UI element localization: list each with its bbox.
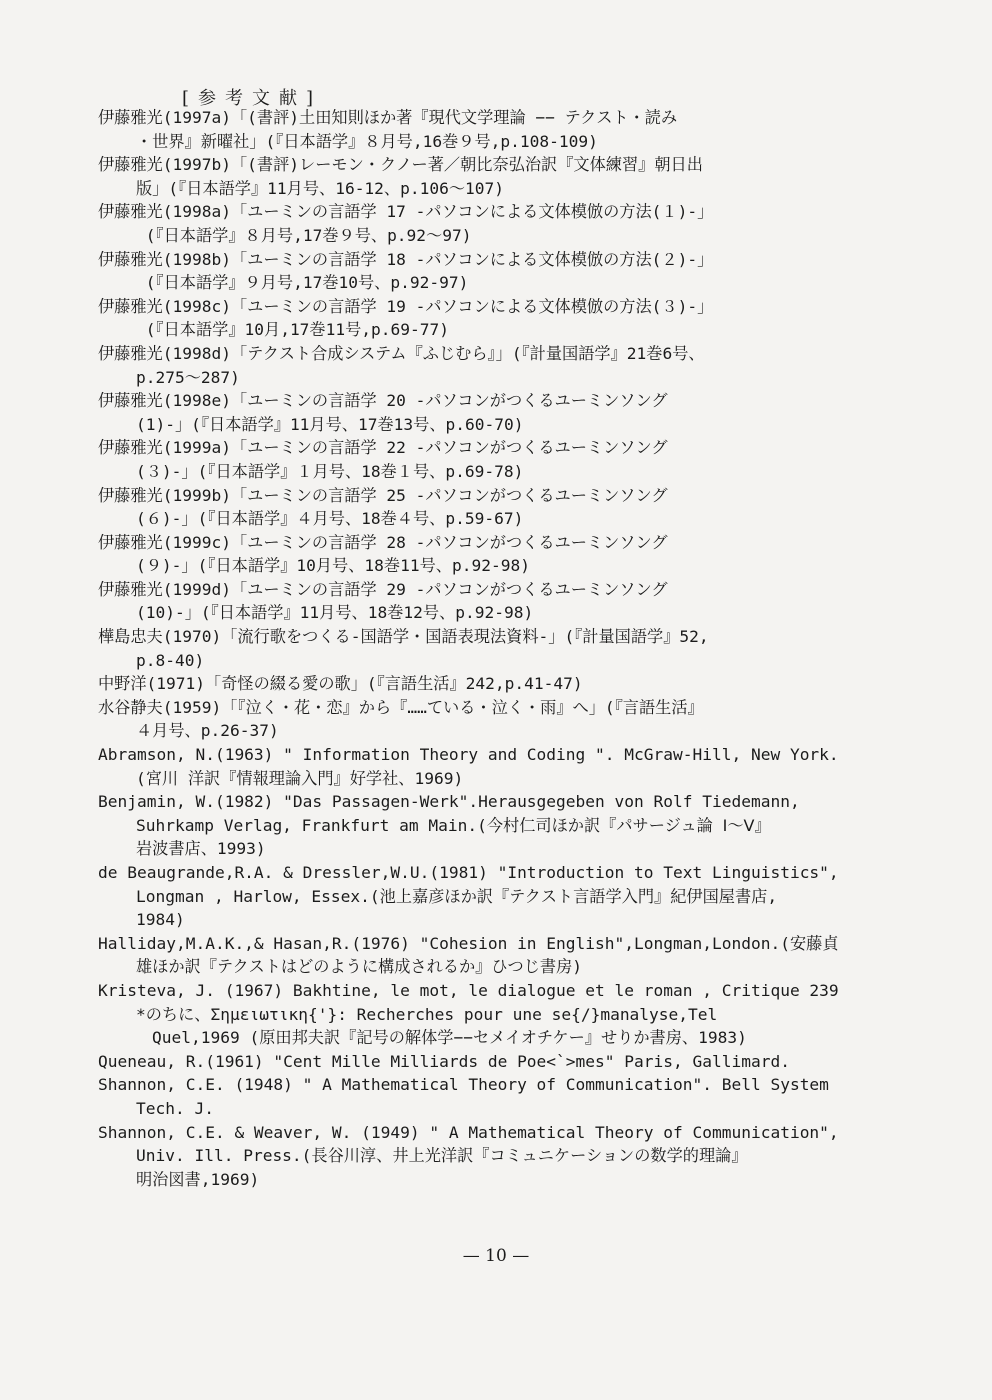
reference-line: 中野洋(1971)「奇怪の綴る愛の歌」(『言語生活』242,p.41-47) [98, 674, 583, 694]
reference-entry [98, 696, 838, 743]
reference-line: (宮川 洋訳『情報理論入門』好学社、1969) [136, 768, 464, 788]
reference-entry [98, 389, 838, 436]
reference-line: (９)-」(『日本語学』10月号、18巻11号、p.92-98) [136, 556, 530, 576]
reference-line: 1984) [136, 910, 185, 930]
reference-line: 伊藤雅光(1999d)「ユーミンの言語学 29 -パソコンがつくるユーミンソング [98, 579, 668, 599]
reference-line: Suhrkamp Verlag, Frankfurt am Main.(今村仁司ほか訳『パサージュ論 Ⅰ〜Ⅴ』 [136, 815, 771, 835]
reference-line: 伊藤雅光(1999c)「ユーミンの言語学 28 -パソコンがつくるユーミンソング [98, 532, 668, 552]
reference-line: *のちに、Σημειωτικη{'}: Recherches pour une se{/}manalyse,Tel [136, 1004, 718, 1024]
reference-line: 版」(『日本語学』11月号、16-12、p.106〜107) [136, 178, 505, 198]
reference-line: (３)-」(『日本語学』１月号、18巻１号、p.69-78) [136, 461, 524, 481]
reference-entry [98, 625, 838, 672]
reference-line: 伊藤雅光(1998a)「ユーミンの言語学 17 -パソコンによる文体模倣の方法(１)-」 [98, 202, 714, 222]
reference-line: 伊藤雅光(1998e)「ユーミンの言語学 20 -パソコンがつくるユーミンソング [98, 391, 668, 411]
reference-entry [98, 932, 838, 979]
reference-line: (1)-」(『日本語学』11月号、17巻13号、p.60-70) [136, 414, 524, 434]
reference-line: Benjamin, W.(1982) "Das Passagen-Werk".Herausgegeben von Rolf Tiedemann, [98, 792, 800, 812]
reference-entry [98, 106, 838, 153]
reference-entry [98, 436, 838, 483]
references-heading: [参考文献] [182, 88, 323, 109]
reference-line: Longman , Harlow, Essex.(池上嘉彦ほか訳『テクスト言語学入門』紀伊国屋書店, [136, 886, 778, 906]
reference-line: (『日本語学』８月号,17巻９号、p.92〜97) [136, 225, 472, 245]
reference-line: 伊藤雅光(1999b)「ユーミンの言語学 25 -パソコンがつくるユーミンソング [98, 485, 668, 505]
reference-entry [98, 342, 838, 389]
reference-line: Univ. Ill. Press.(長谷川淳、井上光洋訳『コミュニケーションの数学的理論』 [136, 1146, 748, 1166]
reference-line: 伊藤雅光(1998d)「テクスト合成システム『ふじむら』」(『計量国語学』21巻6号、 [98, 343, 705, 363]
reference-entry [98, 531, 838, 578]
reference-line: Quel,1969 (原田邦夫訳『記号の解体学−−セメイオチケー』せりか書房、1983) [152, 1028, 747, 1048]
reference-entry [98, 153, 838, 200]
reference-line: 雄ほか訳『テクストはどのように構成されるか』ひつじ書房) [136, 957, 582, 977]
reference-line: p.275〜287) [136, 367, 240, 387]
reference-line: 伊藤雅光(1997a)「(書評)土田知則ほか著『現代文学理論 −− テクスト・読み [98, 108, 678, 127]
reference-line: (『日本語学』10月,17巻11号,p.69-77) [136, 320, 450, 340]
reference-line: 伊藤雅光(1999a)「ユーミンの言語学 22 -パソコンがつくるユーミンソング [98, 438, 668, 458]
reference-line: Queneau, R.(1961) "Cent Mille Milliards de Poe<`>mes" Paris, Gallimard. [98, 1051, 790, 1071]
reference-entry [98, 790, 838, 861]
reference-entry [98, 1121, 838, 1192]
reference-line: Shannon, C.E. & Weaver, W. (1949) " A Mathematical Theory of Communication", [98, 1122, 839, 1142]
reference-entry [98, 578, 838, 625]
reference-line: 伊藤雅光(1997b)「(書評)レーモン・クノー著／朝比奈弘治訳『文体練習』朝日出 [98, 155, 703, 175]
reference-line: 明治図書,1969) [136, 1169, 260, 1189]
reference-line: 伊藤雅光(1998b)「ユーミンの言語学 18 -パソコンによる文体模倣の方法(２)-」 [98, 249, 714, 269]
reference-line: de Beaugrande,R.A. & Dressler,W.U.(1981) "Introduction to Text Linguistics", [98, 863, 839, 882]
reference-line: Halliday,M.A.K.,& Hasan,R.(1976) "Cohesion in English",Longman,London.(安藤貞 [98, 933, 839, 953]
reference-entry [98, 1050, 838, 1074]
reference-line: Abramson, N.(1963) " Information Theory and Coding ". McGraw-Hill, New York. [98, 745, 839, 765]
reference-line: ・世界』新曜社」(『日本語学』８月号,16巻９号,p.108-109) [136, 131, 598, 151]
reference-line: (『日本語学』９月号,17巻10号、p.92-97) [136, 273, 469, 293]
reference-entry [98, 672, 838, 696]
page-number: — 10 — [462, 1246, 530, 1266]
reference-line: Tech. J. [136, 1098, 214, 1118]
reference-line: Shannon, C.E. (1948) " A Mathematical Theory of Communication". Bell System [98, 1075, 829, 1095]
reference-line: p.8-40) [136, 650, 205, 670]
reference-line: ４月号、p.26-37) [136, 721, 279, 741]
reference-entry [98, 743, 838, 790]
reference-entry [98, 861, 838, 932]
reference-line: (６)-」(『日本語学』４月号、18巻４号、p.59-67) [136, 509, 524, 529]
reference-line: 水谷静夫(1959)「『泣く・花・恋』から『……ている・泣く・雨』へ」(『言語生活』 [98, 697, 704, 717]
reference-entry [98, 248, 838, 295]
reference-entry [98, 200, 838, 247]
reference-list [98, 106, 838, 1191]
reference-entry [98, 295, 838, 342]
reference-line: 樺島忠夫(1970)「流行歌をつくる-国語学・国語表現法資料-」(『計量国語学』52, [98, 627, 709, 647]
reference-line: (10)-」(『日本語学』11月号、18巻12号、p.92-98) [136, 603, 534, 623]
reference-line: 伊藤雅光(1998c)「ユーミンの言語学 19 -パソコンによる文体模倣の方法(３)-」 [98, 296, 714, 316]
reference-line: 岩波書店、1993) [136, 839, 266, 859]
reference-line: Kristeva, J. (1967) Bakhtine, le mot, le dialogue et le roman , Critique 239 [98, 980, 839, 1000]
reference-entry [98, 979, 838, 1050]
reference-entry [98, 484, 838, 531]
reference-entry [98, 1073, 838, 1120]
